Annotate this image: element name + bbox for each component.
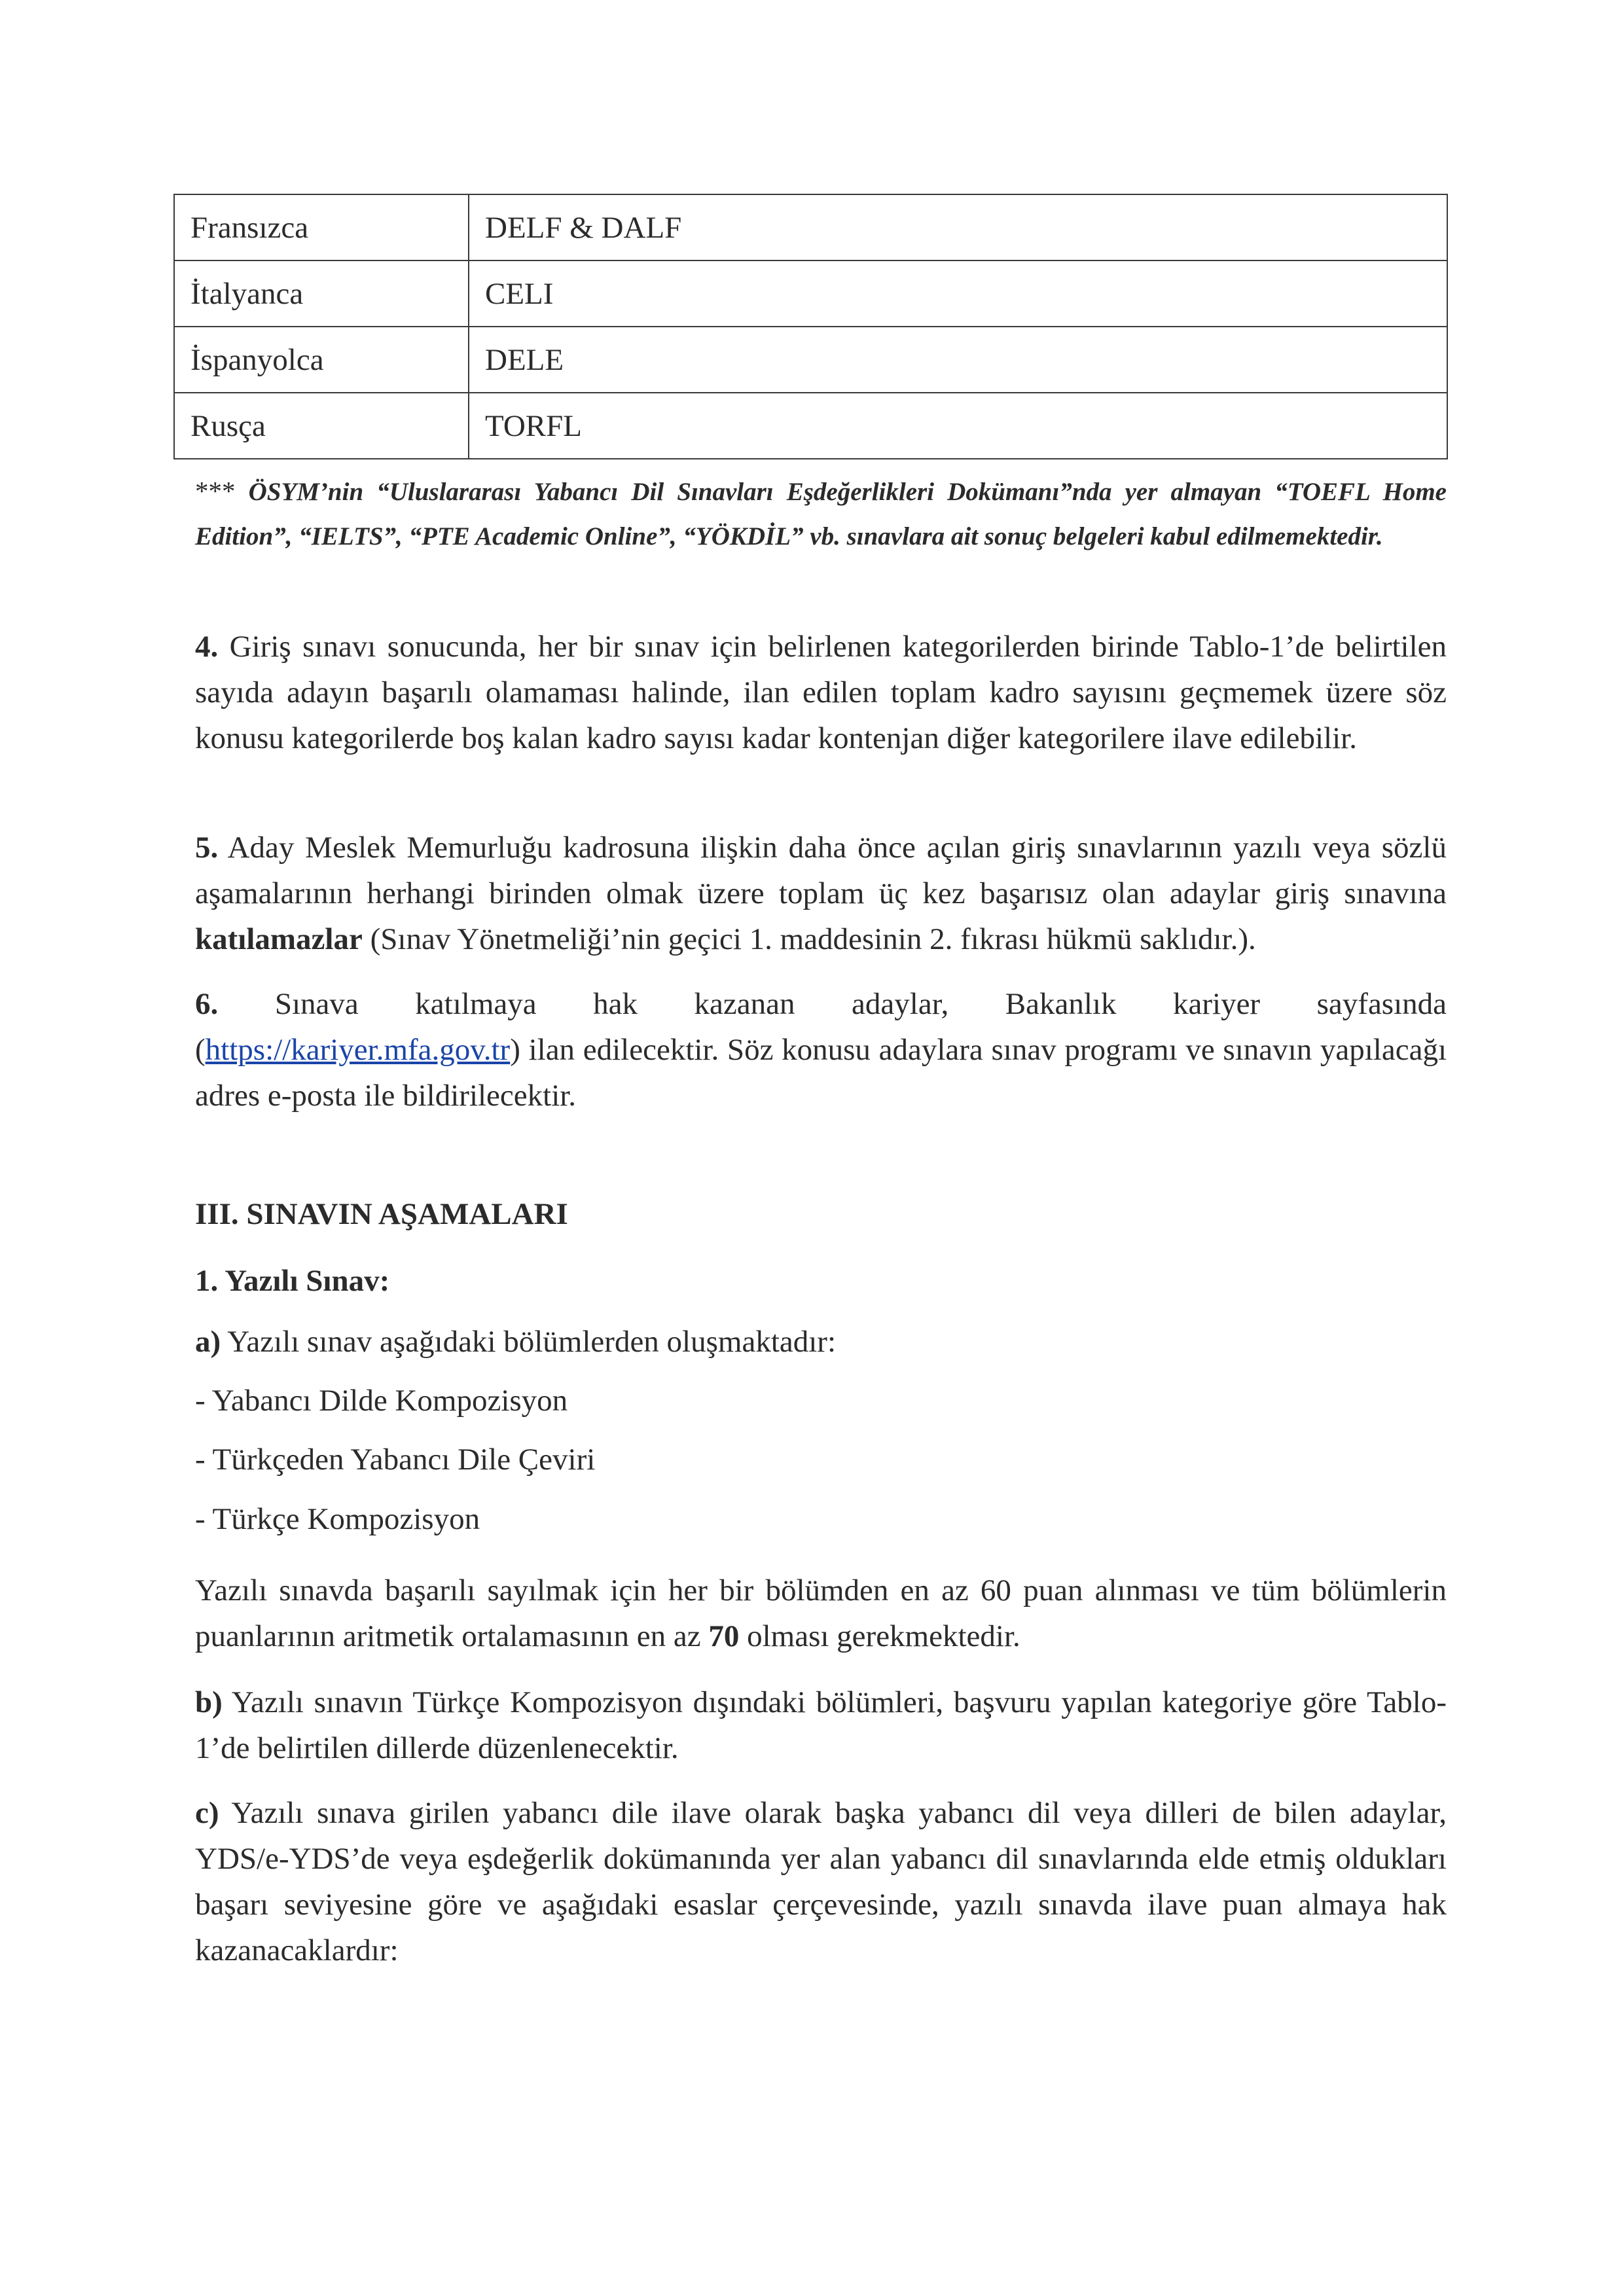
item-6-line-1 [195, 981, 1447, 1027]
item-number: 5. [195, 831, 219, 865]
list-item: - Yabancı Dilde Kompozisyon [195, 1384, 568, 1418]
language-cell: İtalyanca [174, 260, 469, 327]
item-c [195, 1790, 1447, 1973]
exam-cell: CELI [469, 260, 1447, 327]
paren-close: ) [510, 1033, 520, 1067]
item-bold-text: katılamazlar [195, 922, 363, 956]
item-text-after: (Sınav Yönetmeliği’nin geçici 1. maddesinin 2. fıkrası hükmü saklıdır.). [370, 922, 1256, 956]
exam-cell: DELF & DALF [469, 194, 1447, 260]
language-cell: Rusça [174, 393, 469, 459]
item-label: c) [195, 1796, 219, 1830]
criteria-text: Yazılı sınavda başarılı sayılmak için her bir bölümden en az 60 puan alınması ve tüm bölümlerin puanlarının aritmetik ortalamasının en az [195, 1573, 1447, 1653]
item-number: 6. [195, 987, 219, 1021]
item-4 [195, 624, 1447, 761]
section-title: III. SINAVIN AŞAMALARI [195, 1197, 568, 1231]
language-cell: İspanyolca [174, 327, 469, 393]
item-6-rest [195, 1027, 1447, 1119]
item-5 [195, 825, 1447, 962]
table-row [174, 393, 1447, 459]
table-row [174, 260, 1447, 327]
paren-open: ( [195, 1033, 206, 1067]
exam-cell: TORFL [469, 393, 1447, 459]
career-page-link[interactable]: https://kariyer.mfa.gov.tr [205, 1033, 511, 1067]
item-text: Yazılı sınav aşağıdaki bölümlerden oluşmaktadır: [227, 1325, 837, 1359]
language-exam-table [173, 194, 1448, 459]
footnote-marker: *** [195, 476, 236, 506]
item-text: Aday Meslek Memurluğu kadrosuna ilişkin daha önce açılan giriş sınavlarının yazılı veya sözlü aşamalarının herhangi birinden olmak üzere toplam üç kez başarısız olan adaylar giriş sınavına [195, 831, 1447, 910]
section-subtitle: 1. Yazılı Sınav: [195, 1264, 390, 1298]
item-text: Sınava katılmaya hak kazanan adaylar, Bakanlık kariyer sayfasında [274, 987, 1447, 1021]
item-a [195, 1319, 836, 1365]
item-label: b) [195, 1685, 223, 1719]
criteria-bold-value: 70 [708, 1619, 740, 1653]
list-item: - Türkçeden Yabancı Dile Çeviri [195, 1443, 596, 1477]
item-number: 4. [195, 630, 219, 664]
table-row [174, 194, 1447, 260]
item-text: ilan edilecektir. Söz konusu adaylara sınav programı ve sınavın yapılacağı adres e-posta ile bildirilecektir. [195, 1033, 1447, 1113]
language-cell: Fransızca [174, 194, 469, 260]
list-item: - Türkçe Kompozisyon [195, 1502, 480, 1536]
item-text: Giriş sınavı sonucunda, her bir sınav için belirlenen kategorilerden birinde Tablo-1’de belirtilen sayıda adayın başarılı olamaması halinde, ilan edilen toplam kadro sayısını geçmemek üzere söz konusu kategorilerde boş kalan kadro sayısı kadar kontenjan diğer kategorilere ilave edilebilir. [195, 630, 1447, 755]
item-b [195, 1679, 1447, 1771]
item-label: a) [195, 1325, 221, 1359]
table-row [174, 327, 1447, 393]
item-text: Yazılı sınava girilen yabancı dile ilave olarak başka yabancı dil veya dilleri de bilen adaylar, YDS/e-YDS’de veya eşdeğerlik dokümanında yer alan yabancı dil sınavlarında elde etmiş oldukları başarı seviyesine göre ve aşağıdaki esaslar çerçevesinde, yazılı sınavda ilave puan almaya hak kazanacaklardır: [195, 1796, 1447, 1967]
table-footnote [195, 469, 1447, 559]
item-text: Yazılı sınavın Türkçe Kompozisyon dışındaki bölümleri, başvuru yapılan kategoriye göre Tablo-1’de belirtilen dillerde düzenlenecektir. [195, 1685, 1447, 1765]
footnote-text: ÖSYM’nin “Uluslararası Yabancı Dil Sınavları Eşdeğerlikleri Dokümanı”nda yer almayan “TOEFL Home Edition”, “IELTS”, “PTE Academic Online”, “YÖKDİL” vb. sınavlara ait sonuç belgeleri kabul edilmemektedir. [195, 478, 1447, 550]
exam-cell: DELE [469, 327, 1447, 393]
criteria-text-after: olması gerekmektedir. [747, 1619, 1020, 1653]
passing-criteria [195, 1568, 1447, 1659]
